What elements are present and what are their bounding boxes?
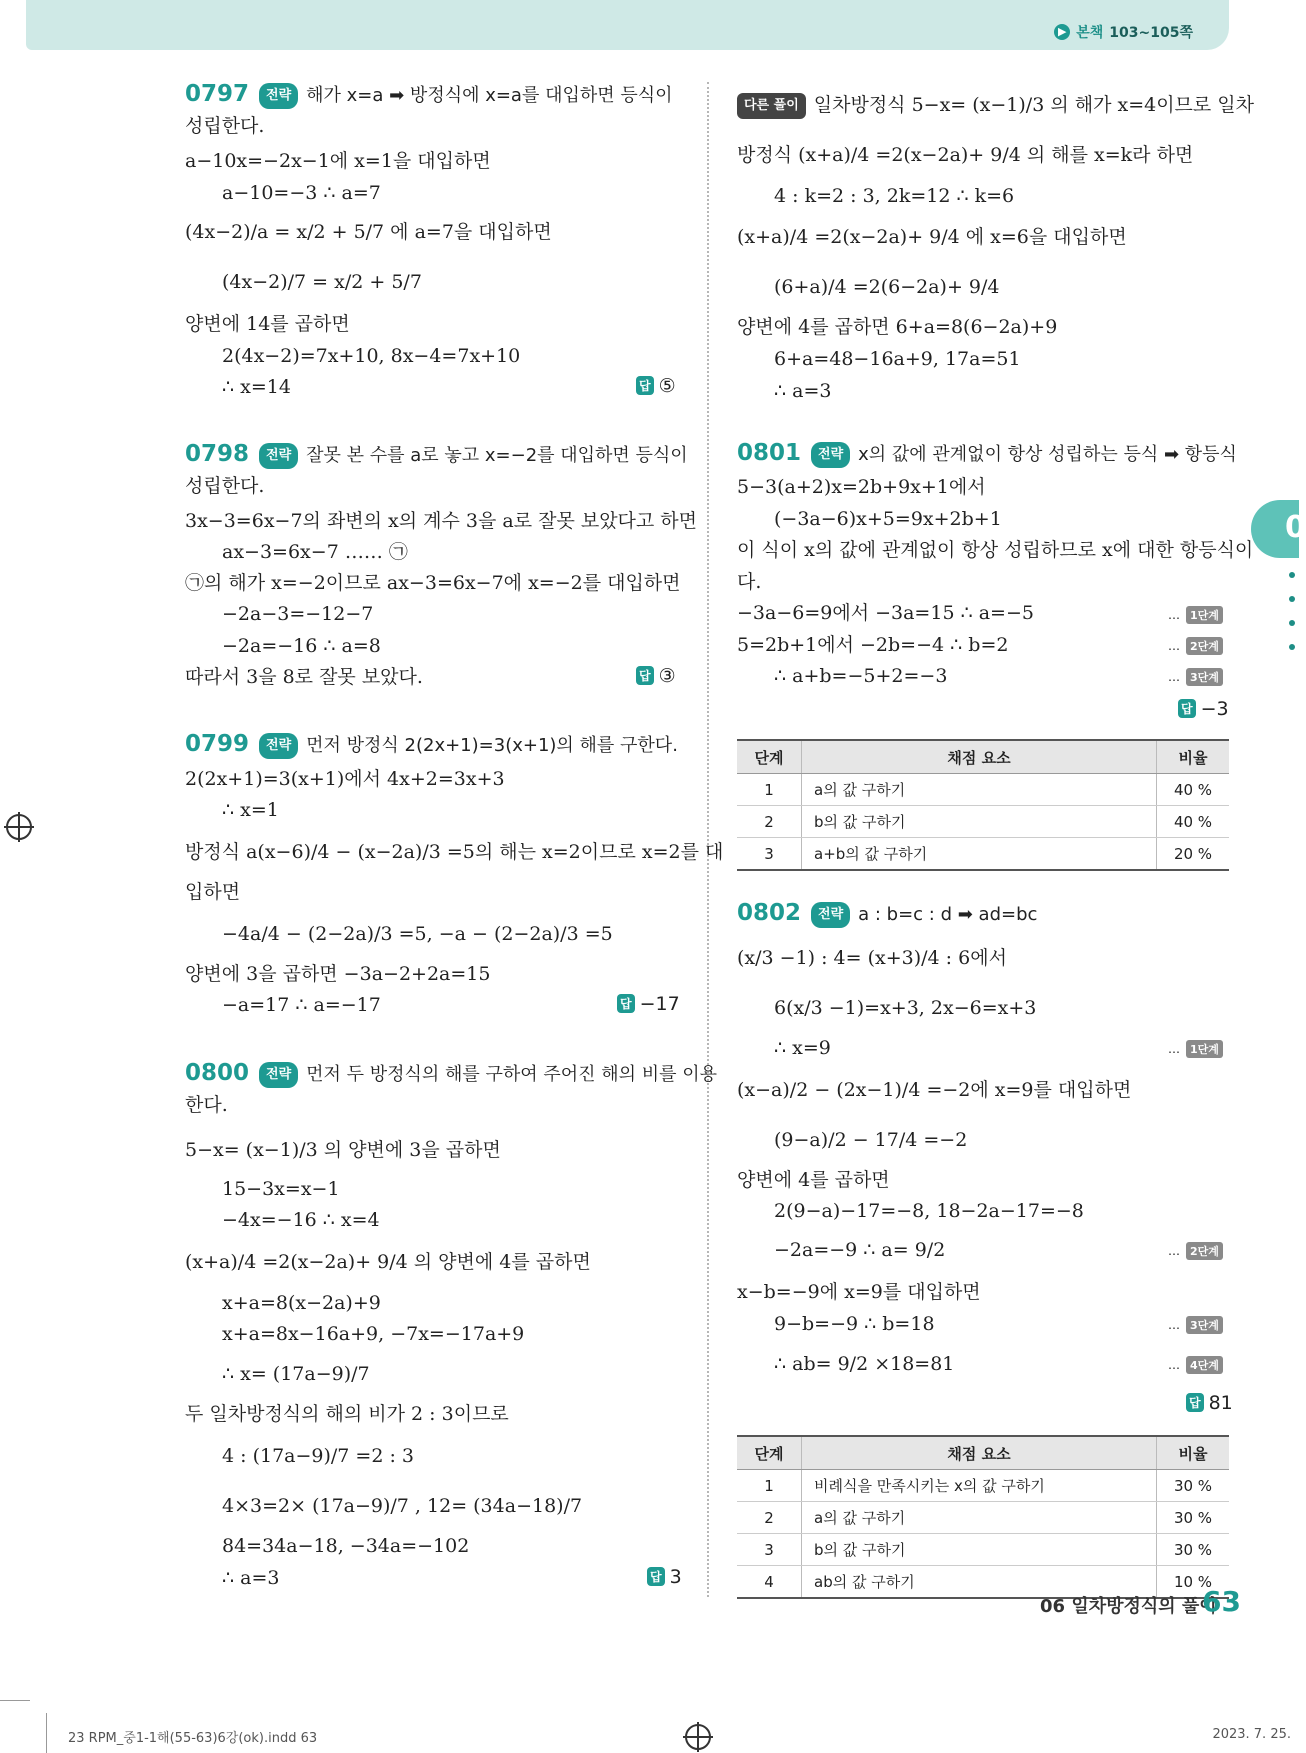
table-cell: a+b의 값 구하기 xyxy=(802,838,1157,871)
chapter-side-tab: 0 xyxy=(1251,500,1299,558)
solution-line: 2(2x+1)=3(x+1)에서 4x+2=3x+3 xyxy=(185,768,505,790)
solution-line: 양변에 4를 곱하면 xyxy=(737,1169,890,1191)
answer-value: 3 xyxy=(669,1566,682,1588)
step-marker xyxy=(1168,1040,1223,1058)
step-label: 4단계 xyxy=(1186,1356,1223,1374)
solution-line: 입하면 xyxy=(185,881,241,903)
table-cell: 10 % xyxy=(1157,1566,1230,1599)
solution-line: 6+a=48−16a+9, 17a=51 xyxy=(774,348,1021,370)
strategy-badge: 전략 xyxy=(259,83,298,109)
table-cell: 40 % xyxy=(1157,806,1230,838)
problem-heading xyxy=(185,1061,717,1088)
heading-text: 먼저 방정식 2(2x+1)=3(x+1)의 해를 구한다. xyxy=(306,735,678,756)
table-cell: ab의 값 구하기 xyxy=(802,1566,1157,1599)
table-cell: 30 % xyxy=(1157,1502,1230,1534)
solution-line: (x+a)/4 =2(x−2a)+ 9/4 에 x=6을 대입하면 xyxy=(737,226,1127,248)
solution-line: (6+a)/4 =2(6−2a)+ 9/4 xyxy=(774,276,1000,298)
heading-text: a : b=c : d ➡ ad=bc xyxy=(858,904,1038,925)
step-label: 3단계 xyxy=(1186,668,1223,686)
step-dots: … xyxy=(1168,670,1180,684)
top-banner xyxy=(26,0,1229,50)
solution-line: (x+a)/4 =2(x−2a)+ 9/4 의 양변에 4를 곱하면 xyxy=(185,1251,591,1273)
answer xyxy=(1178,698,1229,720)
table-cell: 3 xyxy=(737,1534,802,1566)
solution-line: 9−b=−9 ∴ b=18 xyxy=(774,1313,935,1335)
heading-text: 잘못 본 수를 a로 놓고 x=−2를 대입하면 등식이 xyxy=(306,445,688,466)
answer-mark-icon: 답 xyxy=(1186,1393,1204,1412)
problem-number: 0801 xyxy=(737,440,802,466)
problem-heading xyxy=(737,93,1254,119)
chapter-title: 06 일차방정식의 풀이 xyxy=(1040,1596,1217,1617)
table-cell: 4 xyxy=(737,1566,802,1599)
solution-line: x+a=8x−16a+9, −7x=−17a+9 xyxy=(222,1323,525,1345)
step-dots: … xyxy=(1168,608,1180,622)
answer-mark-icon: 답 xyxy=(617,994,635,1013)
solution-line: −4x=−16 ∴ x=4 xyxy=(222,1209,380,1231)
answer xyxy=(617,993,680,1015)
table-cell: 2 xyxy=(737,806,802,838)
solution-line: (9−a)/2 − 17/4 =−2 xyxy=(774,1129,968,1151)
solution-line: 방정식 (x+a)/4 =2(x−2a)+ 9/4 의 해를 x=k라 하면 xyxy=(737,144,1194,166)
scoring-table-0801 xyxy=(737,739,1229,871)
step-marker xyxy=(1168,606,1223,624)
solution-line: −2a−3=−12−7 xyxy=(222,603,374,625)
table-cell: 30 % xyxy=(1157,1470,1230,1502)
table-row xyxy=(737,806,1229,838)
solution-line: a−10x=−2x−1에 x=1을 대입하면 xyxy=(185,150,491,172)
solution-line: ∴ x=1 xyxy=(222,799,279,821)
table-cell: 3 xyxy=(737,838,802,871)
page-number: 63 xyxy=(1202,1585,1241,1618)
solution-line: 5=2b+1에서 −2b=−4 ∴ b=2 xyxy=(737,634,1009,656)
table-row xyxy=(737,1502,1229,1534)
problem-number: 0800 xyxy=(185,1060,250,1086)
table-cell: 40 % xyxy=(1157,774,1230,806)
solution-line: ∴ ab= 9/2 ×18=81 xyxy=(774,1353,955,1375)
solution-line: 4 : (17a−9)/7 =2 : 3 xyxy=(222,1445,415,1467)
step-dots: … xyxy=(1168,1318,1180,1332)
solution-line: 양변에 3을 곱하면 −3a−2+2a=15 xyxy=(185,963,491,985)
solution-line: 5−3(a+2)x=2b+9x+1에서 xyxy=(737,476,986,498)
step-dots: … xyxy=(1168,1358,1180,1372)
solution-line: ㉠의 해가 x=−2이므로 ax−3=6x−7에 x=−2를 대입하면 xyxy=(185,572,681,594)
solution-line: −2a=−9 ∴ a= 9/2 xyxy=(774,1239,946,1261)
solution-line: 성립한다. xyxy=(185,115,265,137)
solution-line: ∴ x=9 xyxy=(774,1037,831,1059)
solution-line: 4 : k=2 : 3, 2k=12 ∴ k=6 xyxy=(774,185,1015,207)
problem-heading xyxy=(737,441,1237,468)
strategy-badge: 전략 xyxy=(259,733,298,759)
solution-line: 성립한다. xyxy=(185,475,265,497)
solution-line: −3a−6=9에서 −3a=15 ∴ a=−5 xyxy=(737,602,1034,624)
step-label: 1단계 xyxy=(1186,606,1223,624)
solution-line: 다. xyxy=(737,571,762,593)
problem-heading xyxy=(185,82,673,109)
ref-pages: 103~105쪽 xyxy=(1109,25,1193,41)
table-cell: a의 값 구하기 xyxy=(802,774,1157,806)
table-header-step: 단계 xyxy=(737,740,802,774)
solution-line: 6(x/3 −1)=x+3, 2x−6=x+3 xyxy=(774,997,1037,1019)
step-dots: … xyxy=(1168,639,1180,653)
strategy-badge: 전략 xyxy=(259,443,298,469)
table-header-criteria: 채점 요소 xyxy=(802,1436,1157,1470)
step-dots: … xyxy=(1168,1244,1180,1258)
arrow-right-icon: ▶ xyxy=(1054,24,1070,40)
solution-line: a−10=−3 ∴ a=7 xyxy=(222,182,381,204)
problem-number: 0802 xyxy=(737,900,802,926)
answer-value: −3 xyxy=(1200,698,1229,720)
answer-mark-icon: 답 xyxy=(647,1567,665,1586)
table-cell: 1 xyxy=(737,1470,802,1502)
step-label: 2단계 xyxy=(1186,1242,1223,1260)
solution-line: (4x−2)/a = x/2 + 5/7 에 a=7을 대입하면 xyxy=(185,221,552,243)
problem-heading xyxy=(185,442,688,469)
answer-value: ⑤ xyxy=(658,375,676,397)
solution-line: ∴ a+b=−5+2=−3 xyxy=(774,665,948,687)
problem-number: 0798 xyxy=(185,441,250,467)
table-row xyxy=(737,1534,1229,1566)
table-row xyxy=(737,838,1229,871)
solution-line: 5−x= (x−1)/3 의 양변에 3을 곱하면 xyxy=(185,1139,501,1161)
answer-value: −17 xyxy=(639,993,680,1015)
solution-line: (x−a)/2 − (2x−1)/4 =−2에 x=9를 대입하면 xyxy=(737,1079,1132,1101)
answer xyxy=(647,1566,682,1588)
strategy-badge: 전략 xyxy=(811,902,850,928)
solution-line: −2a=−16 ∴ a=8 xyxy=(222,635,381,657)
problem-number: 0797 xyxy=(185,81,250,107)
answer-value: 81 xyxy=(1208,1392,1233,1414)
answer-mark-icon: 답 xyxy=(636,376,654,395)
step-marker xyxy=(1168,1316,1223,1334)
solution-line: (4x−2)/7 = x/2 + 5/7 xyxy=(222,271,422,293)
solution-line: 84=34a−18, −34a=−102 xyxy=(222,1535,470,1557)
solution-line: 한다. xyxy=(185,1094,228,1116)
solution-line: 3x−3=6x−7의 좌변의 x의 계수 3을 a로 잘못 보았다고 하면 xyxy=(185,510,698,532)
textbook-reference xyxy=(1054,22,1193,42)
solution-line: 4×3=2× (17a−9)/7 , 12= (34a−18)/7 xyxy=(222,1495,583,1517)
table-cell: b의 값 구하기 xyxy=(802,806,1157,838)
answer-mark-icon: 답 xyxy=(1178,699,1196,718)
heading-text: x의 값에 관계없이 항상 성립하는 등식 ➡ 항등식 xyxy=(858,444,1237,465)
table-cell: a의 값 구하기 xyxy=(802,1502,1157,1534)
heading-text: 일차방정식 5−x= (x−1)/3 의 해가 x=4이므로 일차 xyxy=(813,94,1255,116)
step-marker xyxy=(1168,1356,1223,1374)
step-dots: … xyxy=(1168,1042,1180,1056)
step-label: 3단계 xyxy=(1186,1316,1223,1334)
solution-line: 이 식이 x의 값에 관계없이 항상 성립하므로 x에 대한 항등식이 xyxy=(737,539,1254,561)
registration-mark-icon xyxy=(685,1724,711,1750)
answer-value: ③ xyxy=(658,665,676,687)
table-header-ratio: 비율 xyxy=(1157,1436,1230,1470)
solution-line: x+a=8(x−2a)+9 xyxy=(222,1292,381,1314)
step-marker xyxy=(1168,637,1223,655)
solution-line: −a=17 ∴ a=−17 xyxy=(222,994,381,1016)
solution-line: (x/3 −1) : 4= (x+3)/4 : 6에서 xyxy=(737,947,1007,969)
table-cell: 20 % xyxy=(1157,838,1230,871)
print-filename: 23 RPM_중1-1해(55-63)6강(ok).indd 63 xyxy=(68,1731,318,1746)
solution-line: 양변에 4를 곱하면 6+a=8(6−2a)+9 xyxy=(737,316,1058,338)
answer xyxy=(636,665,676,687)
registration-mark-icon xyxy=(6,814,32,840)
table-cell: 2 xyxy=(737,1502,802,1534)
table-cell: 1 xyxy=(737,774,802,806)
table-row xyxy=(737,774,1229,806)
problem-number: 0799 xyxy=(185,731,250,757)
problem-heading xyxy=(185,732,678,759)
problem-heading xyxy=(737,901,1037,928)
answer-mark-icon: 답 xyxy=(636,666,654,685)
print-date: 2023. 7. 25. xyxy=(1212,1727,1291,1742)
table-cell: 30 % xyxy=(1157,1534,1230,1566)
print-rule xyxy=(46,1713,47,1753)
solution-line: ∴ x=14 xyxy=(222,376,291,398)
table-cell: 비례식을 만족시키는 x의 값 구하기 xyxy=(802,1470,1157,1502)
scoring-table-0802 xyxy=(737,1435,1229,1599)
solution-line: ∴ a=3 xyxy=(222,1567,280,1589)
step-marker xyxy=(1168,668,1223,686)
solution-line: 방정식 a(x−6)/4 − (x−2a)/3 =5의 해는 x=2이므로 x=2를 대 xyxy=(185,841,724,863)
strategy-badge: 전략 xyxy=(259,1062,298,1088)
table-row xyxy=(737,1470,1229,1502)
heading-text: 먼저 두 방정식의 해를 구하여 주어진 해의 비를 이용 xyxy=(306,1064,718,1085)
solution-line: 2(9−a)−17=−8, 18−2a−17=−8 xyxy=(774,1200,1084,1222)
solution-line: x−b=−9에 x=9를 대입하면 xyxy=(737,1281,981,1303)
solution-line: ∴ a=3 xyxy=(774,380,832,402)
step-label: 1단계 xyxy=(1186,1040,1223,1058)
heading-text: 해가 x=a ➡ 방정식에 x=a를 대입하면 등식이 xyxy=(306,85,673,106)
answer xyxy=(1186,1392,1233,1414)
strategy-badge: 전략 xyxy=(811,442,850,468)
solution-line: 두 일차방정식의 해의 비가 2 : 3이므로 xyxy=(185,1403,509,1425)
side-decoration xyxy=(1287,572,1297,702)
step-marker xyxy=(1168,1242,1223,1260)
solution-line: −4a/4 − (2−2a)/3 =5, −a − (2−2a)/3 =5 xyxy=(222,923,613,945)
solution-line: (−3a−6)x+5=9x+2b+1 xyxy=(774,508,1002,530)
ref-label: 본책 xyxy=(1076,25,1104,41)
solution-line: 15−3x=x−1 xyxy=(222,1178,340,1200)
solution-line: ∴ x= (17a−9)/7 xyxy=(222,1363,370,1385)
solution-line: 2(4x−2)=7x+10, 8x−4=7x+10 xyxy=(222,345,521,367)
print-rule xyxy=(0,1700,30,1701)
step-label: 2단계 xyxy=(1186,637,1223,655)
answer xyxy=(636,375,676,397)
solution-line: 양변에 14를 곱하면 xyxy=(185,313,350,335)
table-header-criteria: 채점 요소 xyxy=(802,740,1157,774)
strategy-badge: 다른 풀이 xyxy=(737,93,806,119)
solution-line: ax−3=6x−7 …… ㉠ xyxy=(222,541,408,563)
table-header-ratio: 비율 xyxy=(1157,740,1230,774)
table-cell: b의 값 구하기 xyxy=(802,1534,1157,1566)
solution-line: 따라서 3을 8로 잘못 보았다. xyxy=(185,666,423,688)
table-header-step: 단계 xyxy=(737,1436,802,1470)
